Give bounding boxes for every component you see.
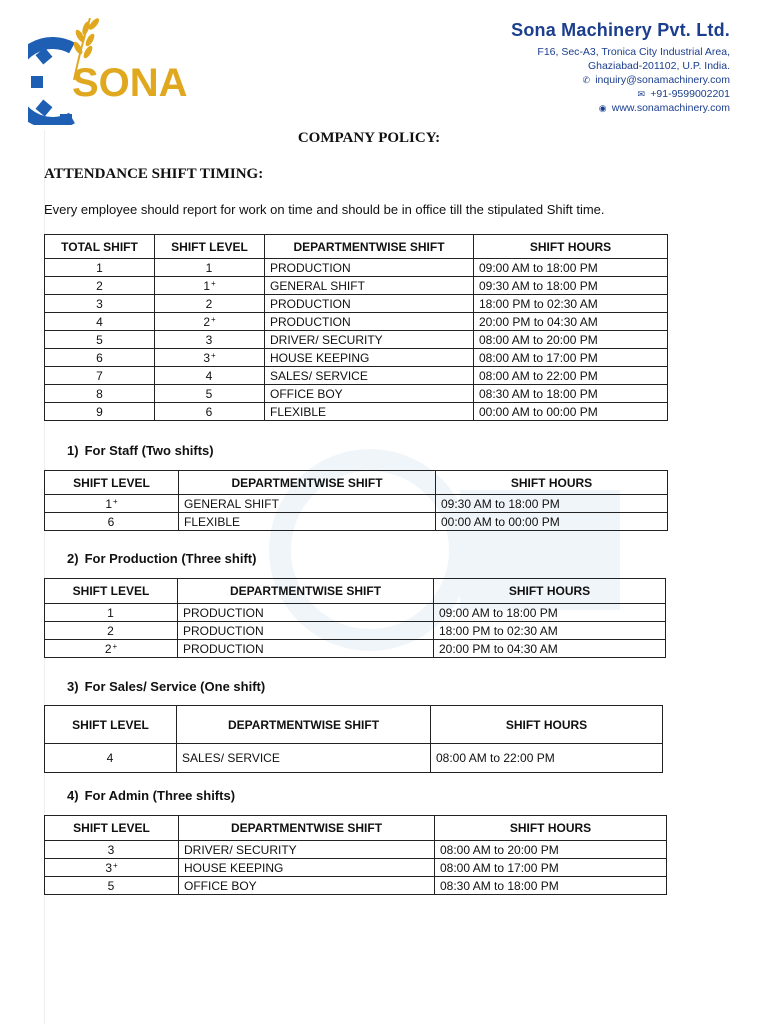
table-header-row bbox=[45, 579, 666, 604]
table-row bbox=[45, 313, 668, 331]
shift-level-value: 1 bbox=[107, 605, 114, 620]
cell-department: HOUSE KEEPING bbox=[265, 349, 474, 367]
cell-department: PRODUCTION bbox=[178, 622, 434, 640]
section-heading-production bbox=[67, 551, 256, 566]
shift-level-value: 3 bbox=[205, 332, 213, 347]
col-shift-hours: SHIFT HOURS bbox=[436, 471, 668, 495]
col-shift-level: SHIFT LEVEL bbox=[155, 235, 265, 259]
shift-level-plus: + bbox=[113, 860, 118, 870]
shift-level-plus: + bbox=[211, 278, 216, 288]
cell-department: HOUSE KEEPING bbox=[179, 859, 435, 877]
col-shift-hours: SHIFT HOURS bbox=[474, 235, 668, 259]
cell-shift-hours: 08:00 AM to 22:00 PM bbox=[431, 744, 663, 773]
logo-text: SONA bbox=[72, 61, 188, 105]
email-text[interactable]: inquiry@sonamachinery.com bbox=[595, 74, 730, 86]
shift-level-plus: + bbox=[113, 496, 118, 506]
col-department: DEPARTMENTWISE SHIFT bbox=[178, 579, 434, 604]
cell-shift-hours: 18:00 PM to 02:30 AM bbox=[474, 295, 668, 313]
staff-shift-table bbox=[44, 470, 668, 531]
cell-department: PRODUCTION bbox=[178, 640, 434, 658]
cell-department: SALES/ SERVICE bbox=[265, 367, 474, 385]
gear-icon bbox=[28, 43, 72, 124]
section-heading-sales bbox=[67, 679, 265, 694]
cell-shift-hours: 09:30 AM to 18:00 PM bbox=[474, 277, 668, 295]
section-number: 3) bbox=[67, 679, 79, 694]
cell-department: OFFICE BOY bbox=[265, 385, 474, 403]
cell-total-shift: 6 bbox=[45, 349, 155, 367]
cell-shift-hours: 20:00 PM to 04:30 AM bbox=[474, 313, 668, 331]
cell-department: PRODUCTION bbox=[265, 295, 474, 313]
sona-logo bbox=[28, 10, 218, 125]
cell-department: DRIVER/ SECURITY bbox=[265, 331, 474, 349]
table-row bbox=[45, 295, 668, 313]
shift-level-value: 3 bbox=[105, 860, 112, 875]
intro-text: Every employee should report for work on time and should be in office till the stipulated Shift time. bbox=[44, 202, 605, 217]
table-row bbox=[45, 277, 668, 295]
shift-level-value: 2 bbox=[107, 623, 114, 638]
section-title: For Production (Three shift) bbox=[84, 551, 257, 566]
main-shift-table bbox=[44, 234, 668, 421]
cell-shift-hours: 09:00 AM to 18:00 PM bbox=[474, 259, 668, 277]
cell-shift-level bbox=[45, 604, 178, 622]
section-title: For Staff (Two shifts) bbox=[84, 443, 214, 458]
phone-icon: ✆ bbox=[582, 75, 590, 85]
col-shift-hours: SHIFT HOURS bbox=[435, 816, 667, 841]
table-row bbox=[45, 403, 668, 421]
col-department: DEPARTMENTWISE SHIFT bbox=[177, 706, 431, 744]
cell-shift-hours: 08:00 AM to 17:00 PM bbox=[435, 859, 667, 877]
shift-level-value: 2 bbox=[203, 314, 210, 329]
cell-shift-level bbox=[45, 513, 179, 531]
cell-shift-level bbox=[45, 744, 177, 773]
table-row bbox=[45, 622, 666, 640]
cell-shift-hours: 18:00 PM to 02:30 AM bbox=[434, 622, 666, 640]
table-row bbox=[45, 859, 667, 877]
cell-shift-level bbox=[45, 622, 178, 640]
cell-shift-level bbox=[155, 385, 265, 403]
shift-level-value: 1 bbox=[105, 496, 112, 511]
section-title: For Sales/ Service (One shift) bbox=[84, 679, 266, 694]
col-shift-level: SHIFT LEVEL bbox=[45, 816, 179, 841]
section-number: 4) bbox=[67, 788, 79, 803]
cell-department: GENERAL SHIFT bbox=[265, 277, 474, 295]
sales-shift-table bbox=[44, 705, 663, 773]
col-shift-hours: SHIFT HOURS bbox=[434, 579, 666, 604]
company-name: Sona Machinery Pvt. Ltd. bbox=[511, 20, 730, 40]
shift-level-value: 6 bbox=[107, 514, 115, 529]
shift-level-value: 3 bbox=[203, 350, 210, 365]
cell-department: FLEXIBLE bbox=[179, 513, 436, 531]
shift-level-value: 3 bbox=[107, 842, 115, 857]
company-header bbox=[511, 20, 730, 115]
cell-department: OFFICE BOY bbox=[179, 877, 435, 895]
table-row bbox=[45, 259, 668, 277]
cell-department: DRIVER/ SECURITY bbox=[179, 841, 435, 859]
cell-shift-hours: 00:00 AM to 00:00 PM bbox=[474, 403, 668, 421]
cell-total-shift: 9 bbox=[45, 403, 155, 421]
col-shift-hours: SHIFT HOURS bbox=[431, 706, 663, 744]
cell-shift-level bbox=[155, 367, 265, 385]
table-header-row bbox=[45, 706, 663, 744]
shift-level-value: 1 bbox=[205, 260, 213, 275]
cell-total-shift: 5 bbox=[45, 331, 155, 349]
address-line-2: Ghaziabad-201102, U.P. India. bbox=[587, 60, 730, 72]
table-header-row bbox=[45, 235, 668, 259]
table-row bbox=[45, 513, 668, 531]
cell-shift-hours: 00:00 AM to 00:00 PM bbox=[436, 513, 668, 531]
table-header-row bbox=[45, 816, 667, 841]
shift-level-value: 1 bbox=[203, 278, 210, 293]
cell-shift-hours: 08:00 AM to 17:00 PM bbox=[474, 349, 668, 367]
shift-level-value: 5 bbox=[205, 386, 213, 401]
shift-level-value: 5 bbox=[107, 878, 115, 893]
shift-level-plus: + bbox=[112, 641, 118, 651]
section-number: 1) bbox=[67, 443, 79, 458]
cell-shift-hours: 08:00 AM to 22:00 PM bbox=[474, 367, 668, 385]
website-text[interactable]: www.sonamachinery.com bbox=[611, 102, 730, 114]
table-row bbox=[45, 841, 667, 859]
cell-shift-hours: 08:30 AM to 18:00 PM bbox=[435, 877, 667, 895]
shift-level-value: 2 bbox=[104, 641, 112, 656]
table-row bbox=[45, 604, 666, 622]
cell-department: SALES/ SERVICE bbox=[177, 744, 431, 773]
cell-department: PRODUCTION bbox=[265, 313, 474, 331]
cell-shift-level bbox=[45, 495, 179, 513]
mail-icon: ✉ bbox=[637, 89, 646, 99]
cell-total-shift: 4 bbox=[45, 313, 155, 331]
cell-total-shift: 3 bbox=[45, 295, 155, 313]
col-shift-level: SHIFT LEVEL bbox=[45, 706, 177, 744]
table-header-row bbox=[45, 471, 668, 495]
cell-shift-hours: 09:30 AM to 18:00 PM bbox=[436, 495, 668, 513]
cell-shift-level bbox=[155, 349, 265, 367]
col-department: DEPARTMENTWISE SHIFT bbox=[179, 471, 436, 495]
cell-shift-level bbox=[45, 877, 179, 895]
globe-icon: ◉ bbox=[598, 103, 607, 113]
cell-shift-hours: 20:00 PM to 04:30 AM bbox=[434, 640, 666, 658]
policy-title: COMPANY POLICY: bbox=[297, 130, 441, 146]
cell-department: PRODUCTION bbox=[178, 604, 434, 622]
table-row bbox=[45, 331, 668, 349]
cell-total-shift: 1 bbox=[45, 259, 155, 277]
cell-shift-level bbox=[155, 277, 265, 295]
website-line bbox=[511, 101, 730, 115]
cell-shift-level bbox=[155, 403, 265, 421]
col-department: DEPARTMENTWISE SHIFT bbox=[265, 235, 474, 259]
admin-shift-table bbox=[44, 815, 667, 895]
table-row bbox=[45, 385, 668, 403]
table-row bbox=[45, 495, 668, 513]
phone-text: +91-9599002201 bbox=[650, 88, 730, 100]
cell-shift-hours: 08:00 AM to 20:00 PM bbox=[435, 841, 667, 859]
table-row bbox=[45, 877, 667, 895]
col-department: DEPARTMENTWISE SHIFT bbox=[179, 816, 435, 841]
col-total-shift: TOTAL SHIFT bbox=[45, 235, 155, 259]
table-row bbox=[45, 349, 668, 367]
shift-level-value: 6 bbox=[205, 404, 213, 419]
section-number: 2) bbox=[67, 551, 79, 566]
cell-shift-hours: 08:00 AM to 20:00 PM bbox=[474, 331, 668, 349]
cell-shift-level bbox=[155, 259, 265, 277]
col-shift-level: SHIFT LEVEL bbox=[45, 471, 179, 495]
table-row bbox=[45, 640, 666, 658]
table-row bbox=[45, 367, 668, 385]
attendance-title: ATTENDANCE SHIFT TIMING: bbox=[44, 166, 264, 182]
section-heading-admin bbox=[67, 788, 235, 803]
address-line-1: F16, Sec-A3, Tronica City Industrial Area, bbox=[537, 46, 730, 58]
table-row bbox=[45, 744, 663, 773]
cell-shift-level bbox=[155, 331, 265, 349]
production-shift-table bbox=[44, 578, 666, 658]
cell-shift-level bbox=[45, 640, 178, 658]
cell-total-shift: 2 bbox=[45, 277, 155, 295]
phone-line bbox=[511, 87, 730, 101]
section-heading-staff bbox=[67, 443, 214, 458]
shift-level-value: 4 bbox=[106, 751, 114, 765]
cell-shift-hours: 09:00 AM to 18:00 PM bbox=[434, 604, 666, 622]
cell-shift-level bbox=[45, 859, 179, 877]
cell-shift-level bbox=[155, 295, 265, 313]
shift-level-value: 2 bbox=[205, 296, 213, 311]
cell-department: FLEXIBLE bbox=[265, 403, 474, 421]
cell-shift-level bbox=[45, 841, 179, 859]
email-line bbox=[511, 73, 730, 87]
cell-total-shift: 8 bbox=[45, 385, 155, 403]
section-title: For Admin (Three shifts) bbox=[84, 788, 236, 803]
cell-total-shift: 7 bbox=[45, 367, 155, 385]
cell-shift-level bbox=[155, 313, 265, 331]
cell-department: GENERAL SHIFT bbox=[179, 495, 436, 513]
shift-level-plus: + bbox=[211, 350, 216, 360]
shift-level-value: 4 bbox=[205, 368, 213, 383]
col-shift-level: SHIFT LEVEL bbox=[45, 579, 178, 604]
cell-shift-hours: 08:30 AM to 18:00 PM bbox=[474, 385, 668, 403]
cell-department: PRODUCTION bbox=[265, 259, 474, 277]
shift-level-plus: + bbox=[211, 314, 216, 324]
